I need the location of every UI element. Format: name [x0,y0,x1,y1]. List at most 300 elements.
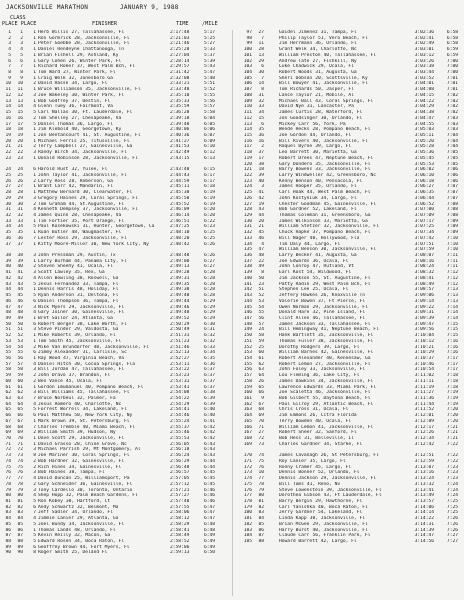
runner-info: 38, Tampa, Fl [68,470,105,476]
finish-time: 2:48:20 [170,235,190,241]
finish-time: 2:41:27 [170,138,190,144]
runner-name: Bill Jordan [38,367,69,373]
pace-per-mile: 6:33 [204,344,216,350]
runner-info: 26, St Petersburg, Fl [320,453,379,459]
finish-time: 3:12:59 [414,458,434,464]
runner-name: Barry Bergin [279,498,313,504]
runner-name: Tim Daly [279,241,302,247]
runner-name: Kevin Reilly [38,533,72,539]
overall-place: 79 [5,487,11,493]
finish-time: 2:46:09 [170,207,190,213]
runner-name: Jim Klebold [38,127,69,133]
runner-name: Matthew Bernard [38,190,80,196]
runner-name: Larry Windweller [279,172,324,178]
runner-name: John Kostyniuk [279,195,318,201]
runner-info: 56, York, Pa [312,121,346,127]
finish-time: 3:06:18 [414,178,434,184]
class-code: 2 [33,378,36,384]
pace-per-mile: 6:13 [204,155,216,161]
runner-info: 27, Tallahassee, Fl [71,30,124,35]
runner-info: 44, Orlando, Fl [309,132,352,138]
class-code: 1 [33,75,36,81]
class-code: 4 [33,476,36,482]
pace-per-mile: 7:14 [446,304,458,310]
class-code: 3 [33,195,36,201]
pace-per-mile: 6:59 [446,52,458,58]
pace-per-mile: 7:11 [446,264,458,270]
finish-time: 3:14:06 [414,504,434,510]
class-code: 5 [33,538,36,544]
finish-time: 3:03:12 [414,52,434,58]
class-place: 27 [258,30,264,35]
runner-name: Jim Jackson [279,275,310,281]
finish-time: 2:45:38 [170,190,190,196]
class-code: 3 [33,304,36,310]
class-code: 1 [33,287,36,293]
runner-name: Terry Bowden [279,418,313,424]
class-place: 78 [17,481,23,487]
runner-name: Linda Kapp [279,516,307,522]
finish-time: 2:35:59 [170,104,190,110]
finish-time: 2:29:57 [170,64,190,70]
runner-name: Brian McGee [279,521,310,527]
finish-time: 2:48:48 [170,253,190,259]
pace-per-mile: 6:47 [204,516,216,522]
finish-time: 3:05:45 [414,155,434,161]
class-place: 63 [17,396,23,401]
runner-name: Bob Gardner [279,207,310,213]
runner-name: Barry Bowens [279,167,313,173]
class-place: 90 [17,550,23,556]
overall-place: 60 [5,378,11,384]
col-finisher-label: FINISHER [92,21,117,27]
class-place: 39 [17,258,23,264]
runner-info: 34, Jacksonville, Fl [317,378,374,384]
runner-info: 44, West Palm Beach, Fl [306,190,371,196]
finish-time: 3:14:14 [414,510,434,516]
finish-time: 3:12:01 [414,413,434,419]
finish-time: 2:58:49 [170,533,190,539]
pace-per-mile: 6:29 [204,310,216,316]
overall-place: 161 [243,396,252,401]
class-place: 5 [20,52,23,58]
runner-name: Tom Shelley [38,115,69,121]
runner-name: Bruce Williamson [38,87,83,93]
class-place: 56 [258,315,264,321]
finish-time: 3:09:56 [414,327,434,333]
runner-info: 28, Jacksonville, Fl [82,155,138,161]
overall-place: 176 [243,487,252,493]
runner-info: 34, Orlando, Fl [71,510,113,516]
class-place: 60 [17,378,23,384]
runner-name: Harold Rust [38,167,69,173]
runner-info: 30, Gainesville, Fl [71,310,124,316]
pace-per-mile: 6:31 [204,327,216,333]
runner-name: Bill Rivers [279,138,310,144]
overall-place: 87 [5,533,11,539]
class-code: 1 [33,127,36,133]
finish-time: 2:59:13 [170,550,190,556]
runner-name: Carl Hoak [279,190,304,196]
runner-info: 29, Atlanta, Ga [76,516,119,522]
overall-place: 180 [243,510,252,516]
class-place: 44 [17,287,23,293]
class-place: 59 [17,373,23,379]
finish-time: 2:47:25 [170,224,190,230]
class-place: 26 [17,178,23,184]
class-place: 13 [258,52,264,58]
runner-info: 31, Augusta, Ga [315,70,357,76]
finish-time: 3:12:51 [414,453,434,459]
runner-name: Steven Sheehy [38,264,74,270]
class-place: 3 [261,184,264,190]
runner-info: 37, West Palm Bch, Fl [76,64,136,70]
runner-info: 29, Austin, Tx [76,253,116,259]
runner-name: Daniel Thomas [38,121,74,127]
class-place: 85 [17,521,23,527]
runner-name: Clint Allen [279,315,310,321]
runner-name: Valerie Bowen [279,298,315,304]
class-place: 51 [17,327,23,333]
runner-name: Joe Scaletta [279,390,313,396]
class-place: 8 [261,270,264,276]
overall-place: 2 [8,35,11,41]
finish-time: 2:25:28 [170,47,190,53]
pace-per-mile: 6:38 [204,390,216,396]
pace-per-mile: 7:09 [446,224,458,230]
runner-name: Lou Fleming [279,373,310,379]
runner-name: Michael Parrish [38,447,80,453]
overall-place: 124 [243,184,252,190]
runner-name: Philip Taylor [279,35,315,41]
class-place: 26 [258,378,264,384]
finish-time: 3:12:17 [414,424,434,430]
finish-time: 3:11:27 [414,390,434,396]
runner-info: 42, Mandarin, Fl [68,184,113,190]
pace-per-mile: 6:49 [204,544,216,550]
overall-place: 49 [5,315,11,321]
pace-per-mile: 6:37 [204,367,216,373]
runner-info: 45, Gainesville, Fl [323,201,377,207]
runner-name: Robert Drees [279,155,313,161]
runner-name: Hank Bartlett [279,333,315,339]
runner-info: 30, Jacksonville, Fl [309,516,365,522]
class-place: 83 [17,510,23,516]
overall-place: 167 [243,430,252,436]
runner-info: 30, Jacksonville, Fl [320,247,377,253]
overall-place: 105 [243,75,252,81]
class-code: 1 [33,155,36,161]
pace-per-mile: 7:27 [446,538,458,544]
finish-time: 3:04:47 [414,115,434,121]
overall-place: 37 [5,241,11,247]
overall-place: 148 [243,321,252,327]
runner-info: 27, Winter Park, Fl [63,70,116,76]
runner-name: Charles Gardner [279,441,321,447]
runner-name: David Hasse [38,81,69,87]
runner-info: 35, Largo, Fl [309,458,346,464]
overall-place: 102 [243,58,252,64]
finish-time: 2:33:48 [170,87,190,93]
runner-name: Robert Lemon [279,361,313,367]
class-place: 3 [20,41,23,47]
pace-per-mile: 6:47 [204,504,216,510]
finish-time: 3:09:14 [414,298,434,304]
finish-time: 3:12:42 [414,441,434,447]
finish-time: 2:55:46 [170,430,190,436]
overall-place: 61 [5,384,11,390]
pace-per-mile: 7:23 [446,476,458,482]
pace-per-mile: 6:20 [204,213,216,218]
class-place: 35 [17,230,23,236]
class-code: 1 [33,333,36,339]
class-place: 48 [17,310,23,316]
class-code: 2 [33,481,36,487]
runner-name: Scott Lawley [38,270,72,276]
pace-per-mile: 7:24 [446,481,458,487]
finish-time: 3:13:57 [414,498,434,504]
class-place: 76 [258,464,264,470]
class-place: 31 [17,207,23,213]
finish-time: 2:49:28 [170,270,190,276]
class-code: 5 [33,293,36,299]
pace-per-mile: 7:25 [446,504,458,510]
runner-info: 40, Charlotte, Nc [74,401,122,407]
overall-place: 73 [5,453,11,459]
runner-info: 39, Hudson, Ny [76,430,116,436]
pace-per-mile: 7:26 [446,516,458,522]
pace-per-mile: 5:58 [204,110,216,116]
overall-place: 142 [243,287,252,293]
runner-name: Ron Gormrick [38,35,72,41]
overall-place: 68 [5,424,11,430]
overall-place: 18 [5,127,11,133]
runner-name: Richard Roker [38,64,74,70]
overall-place: 17 [5,121,11,127]
finish-time: 2:44:59 [170,178,190,184]
class-place: 51 [258,287,264,293]
overall-place: 112 [243,115,252,121]
overall-place: 135 [243,247,252,253]
pace-per-mile: 7:19 [446,396,458,401]
runner-info: 40, Tallahassee, Fl [323,52,377,58]
pace-per-mile: 5:56 [204,98,216,104]
runner-name: Ron Kobey [38,498,63,504]
pace-per-mile: 6:44 [204,458,216,464]
finish-time: 2:17:48 [170,30,190,35]
class-place: 22 [17,150,23,156]
overall-place: 9 [8,75,11,81]
class-code: 3 [33,487,36,493]
pace-per-mile: 6:27 [204,264,216,270]
runner-info: 31, Carlisle, Sc [82,350,127,356]
class-place: 61 [258,355,264,361]
class-code: 5 [33,281,36,287]
class-place: 77 [258,476,264,482]
pace-per-mile: 7:11 [446,258,458,264]
finish-time: 3:11:19 [414,384,434,390]
class-place: 64 [258,373,264,379]
class-place: 80 [17,493,23,499]
pace-per-mile: 7:26 [446,521,458,527]
runner-info: 41, Jacksonville, Fl [312,81,368,87]
finish-time: 3:10:37 [414,355,434,361]
class-code: 2 [33,144,36,150]
runner-info: 28, Chesapeake, Va [71,213,122,218]
class-place: 83 [258,510,264,516]
runner-name: Lester Ross [38,235,69,241]
class-code: 2 [33,344,36,350]
overall-place: 139 [243,270,252,276]
overall-place: 77 [5,476,11,482]
result-row [2,550,232,556]
runner-info: 36, Largo, Fl [76,121,113,127]
class-place: 42 [258,195,264,201]
finish-time: 2:56:24 [170,453,190,459]
runner-info: 55, Daytona Beach, Fl [312,396,371,401]
overall-place: 75 [5,464,11,470]
runner-name: Mickey Carr [279,121,310,127]
finish-time: 3:13:41 [414,487,434,493]
column-divider [232,30,233,596]
runner-info: 34, Gainesville, Fl [68,464,122,470]
result-row [236,539,462,545]
class-place: 75 [258,458,264,464]
runner-name: Tim Fortier [38,218,69,224]
runner-name: Glenn Tuey [38,104,66,110]
finish-time: 3:07:59 [414,247,434,253]
class-place: 49 [17,315,23,321]
pace-per-mile: 7:06 [446,167,458,173]
finish-time: 2:58:12 [170,516,190,522]
runner-info: 55, St. Augustine, Fl [312,275,371,281]
class-code: 4 [33,516,36,522]
class-code: 7 [33,424,36,430]
runner-info: 48, Holiday, Fl [76,287,119,293]
finish-time: 3:05:03 [414,127,434,133]
runner-name: Daniel Rendeyne [38,47,80,53]
pace-per-mile: 7:09 [446,218,458,224]
runner-info: 44, Largo, Fl [304,241,341,247]
runner-name: Daniel Hitch [38,361,72,367]
runner-info: 27, Fishkill, Ny [312,58,357,64]
pace-per-mile: 7:09 [446,230,458,236]
pace-per-mile: 7:02 [446,98,458,104]
class-place: 88 [258,538,264,544]
pace-per-mile: 7:10 [446,235,458,241]
finish-time: 2:48:42 [170,241,190,247]
runner-name: Ray Wood [38,355,61,361]
finish-time: 3:05:11 [414,132,434,138]
pace-per-mile: 6:32 [204,333,216,339]
runner-info: 25, Deland Fl [71,550,108,556]
pace-per-mile: 7:11 [446,253,458,259]
finish-time: 3:03:38 [414,64,434,70]
runner-name: Rich Hines [38,464,66,470]
pace-per-mile: 6:37 [204,378,216,384]
runner-name: Ben Vance [38,378,63,384]
runner-info: 39, Jacksonville, Fl [326,487,382,493]
class-place: 64 [17,401,23,407]
overall-place: 185 [243,538,252,544]
runner-name: Bill Hemingway [279,327,318,333]
runner-info: 36, Lake City, Fl [312,373,360,379]
runner-info: 29, Atlantic Beach, Fl [312,401,374,407]
pace-per-mile: 7:08 [446,207,458,213]
finish-time: 3:10:21 [414,344,434,350]
overall-place: 136 [243,253,252,259]
pace-per-mile: 6:48 [204,527,216,533]
pace-per-mile: 7:24 [446,487,458,493]
finish-time: 2:31:42 [170,70,190,76]
class-code: 1 [33,338,36,344]
pace-per-mile: 6:40 [204,407,216,413]
runner-name: Robert Alexander [279,355,324,361]
finish-time: 3:09:31 [414,310,434,316]
runner-info: 33, Miami Park, Fl [326,384,377,390]
finish-time: 2:40:36 [170,132,190,138]
finish-time: 3:06:10 [414,172,434,178]
runner-info: 26, Winter Park, Fl [68,58,122,64]
class-place: 32 [258,98,264,104]
class-code: 1 [33,30,36,35]
runner-info: 29, Mt Montgomery, Al [82,447,141,453]
overall-place: 143 [243,293,252,299]
overall-place: 11 [5,87,11,93]
pace-per-mile: 6:19 [204,195,216,201]
runner-info: 30, New York City, Ny [90,241,149,247]
runner-name: Thomas Fuller [279,338,315,344]
finish-time: 3:11:11 [414,378,434,384]
runner-info: 32, Macon, Ga [74,533,111,539]
pace-per-mile: 7:05 [446,161,458,167]
finish-time: 2:46:14 [170,213,190,218]
finish-time: 2:50:49 [170,327,190,333]
runner-name: Daniel Thompson [38,298,80,304]
pace-per-mile: 6:07 [204,132,216,138]
class-code: 6 [33,350,36,356]
finish-time: 3:07:25 [414,224,434,230]
overall-place: 156 [243,367,252,373]
class-place: 16 [17,115,23,121]
finish-time: 2:21:03 [170,35,190,41]
finish-time: 2:49:46 [170,304,190,310]
pace-per-mile: 6:43 [204,453,216,459]
overall-place: 108 [243,92,252,98]
class-place: 11 [258,41,264,47]
runner-info: 37, Jacksonville, Fl [82,207,138,213]
pace-per-mile: 6:28 [204,270,216,276]
runner-info: 30, Winter Park, Fl [71,92,124,98]
overall-place: 53 [5,338,11,344]
finish-time: 2:57:27 [170,493,190,499]
class-place: 59 [258,338,264,344]
runner-name: Andy Schwartz [38,504,74,510]
overall-place: 121 [243,167,252,173]
pace-per-mile: 7:13 [446,298,458,304]
overall-place: 115 [243,132,252,138]
overall-place: 35 [5,230,11,236]
pace-per-mile: 6:50 [204,550,216,556]
class-place: 82 [17,504,23,510]
overall-place: 100 [243,47,252,53]
runner-info: 40, Georgetown, Ky [71,127,122,133]
finish-time: 2:46:51 [170,218,190,224]
runner-info: 31, Lancaster, Pa [306,104,354,110]
runner-name: Mike Van Brundorfer [38,344,91,350]
overall-place: 90 [5,550,11,556]
runner-info: 45, Jacksonville, Fl [65,338,122,344]
